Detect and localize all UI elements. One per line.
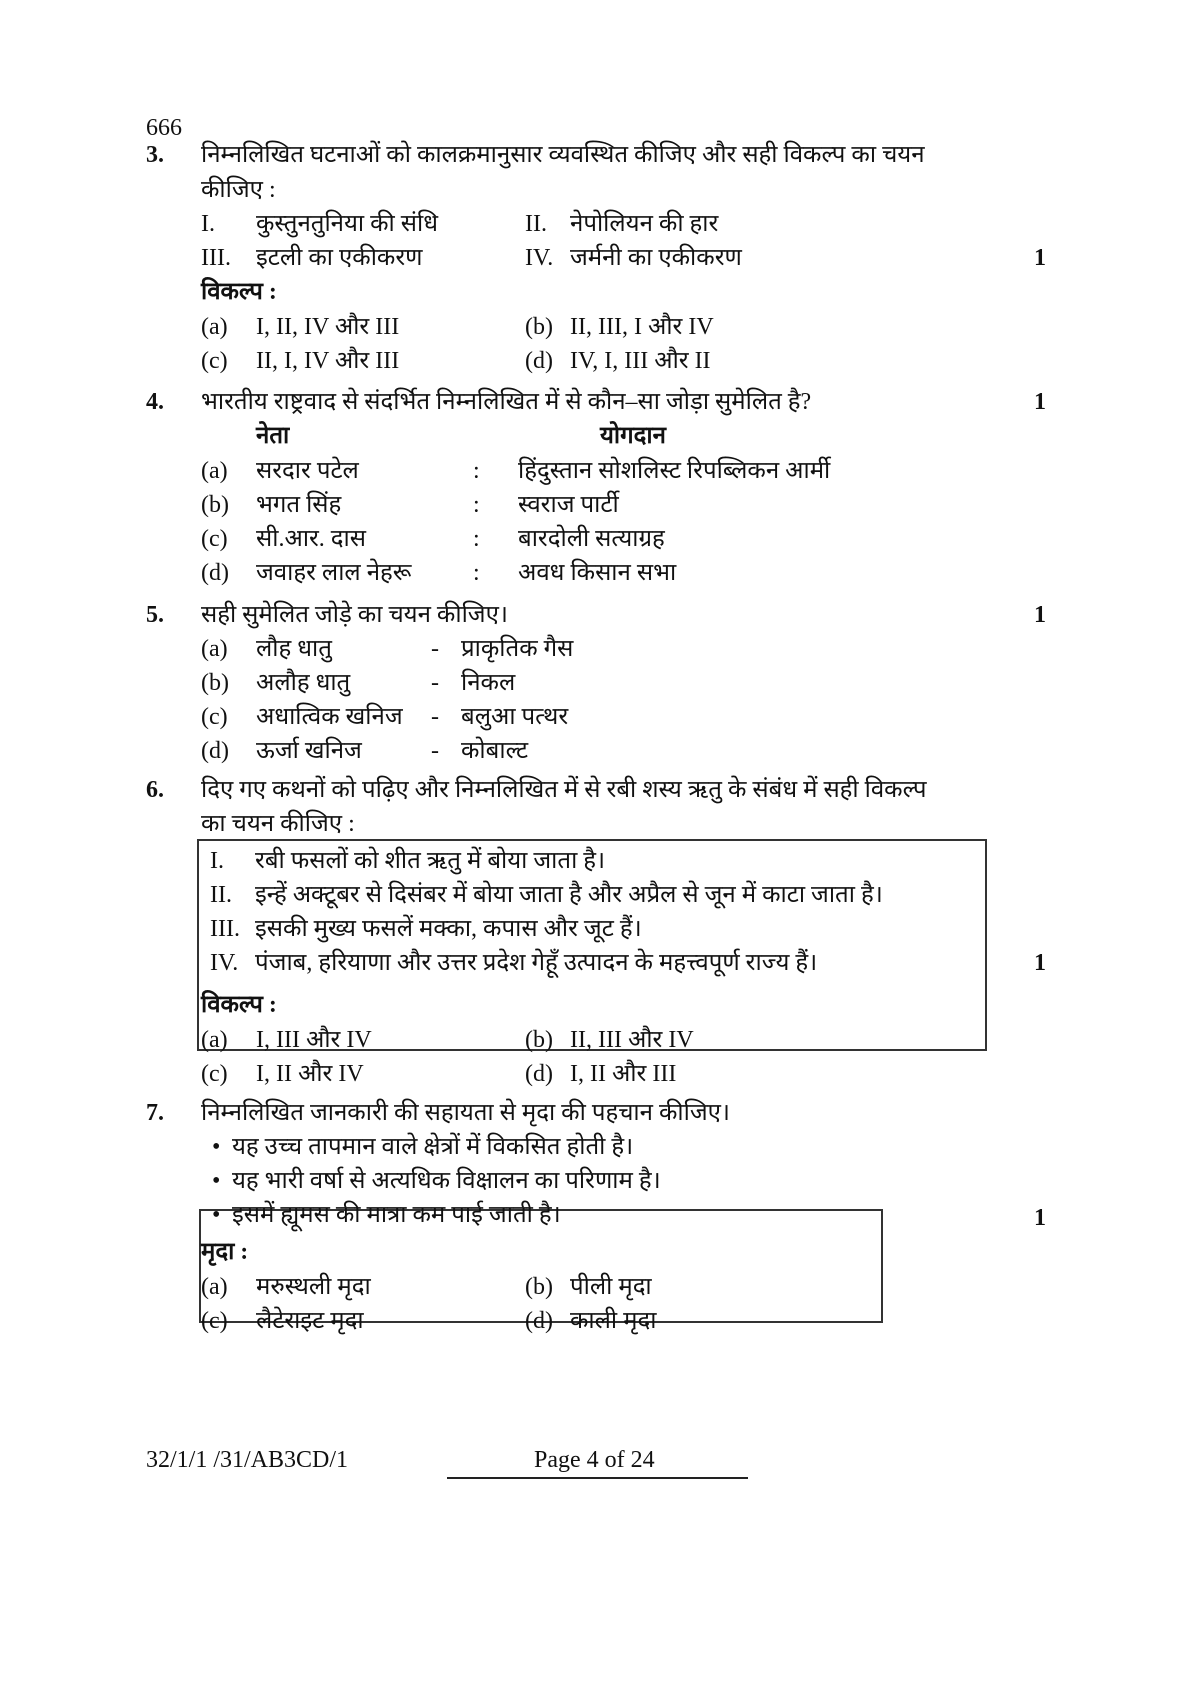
clue-text: यह भारी वर्षा से अत्यधिक विक्षालन का परिणाम है। [232, 1168, 661, 1194]
separator: - [431, 738, 439, 764]
event-label: IV. [525, 245, 554, 271]
footer-underline [447, 1477, 748, 1479]
option-b-right[interactable]: निकल [461, 670, 516, 696]
option-c[interactable]: लैटेराइट मृदा [256, 1308, 364, 1334]
bullet-icon: • [212, 1202, 221, 1228]
option-label: (b) [201, 492, 229, 518]
option-label: (d) [201, 560, 229, 586]
question-text: सही सुमेलित जोड़े का चयन कीजिए। [201, 602, 508, 628]
option-label: (a) [201, 1274, 228, 1300]
question-number: 7. [146, 1100, 164, 1126]
option-d-right[interactable]: कोबाल्ट [461, 738, 529, 764]
page-top-number: 666 [146, 115, 182, 141]
marks: 1 [1034, 602, 1046, 628]
option-label: (a) [201, 1027, 228, 1053]
option-label: (d) [201, 738, 229, 764]
option-c-left[interactable]: सी.आर. दास [256, 526, 366, 552]
option-a[interactable]: मरुस्थली मृदा [256, 1274, 371, 1300]
event-label: II. [525, 211, 547, 237]
question-text: निम्नलिखित घटनाओं को कालक्रमानुसार व्यवस्थित कीजिए और सही विकल्प का चयन [201, 142, 925, 168]
option-d-right[interactable]: अवध किसान सभा [518, 560, 677, 586]
separator: : [473, 526, 480, 552]
statement-text: इसकी मुख्य फसलें मक्का, कपास और जूट हैं। [255, 916, 642, 942]
option-b[interactable]: पीली मृदा [570, 1274, 652, 1300]
option-c-left[interactable]: अधात्विक खनिज [256, 704, 403, 730]
event-text: इटली का एकीकरण [256, 245, 423, 271]
option-a[interactable]: I, III और IV [256, 1027, 372, 1053]
question-text: दिए गए कथनों को पढ़िए और निम्नलिखित में से रबी शस्य ऋतु के संबंध में सही विकल्प [201, 777, 927, 803]
option-label: (c) [201, 1308, 228, 1334]
event-text: कुस्तुनतुनिया की संधि [256, 211, 438, 237]
statement-label: IV. [210, 950, 239, 976]
separator: - [431, 670, 439, 696]
option-b-right[interactable]: स्वराज पार्टी [518, 492, 619, 518]
question-text: निम्नलिखित जानकारी की सहायता से मृदा की पहचान कीजिए। [201, 1100, 731, 1126]
option-c[interactable]: I, II और IV [256, 1061, 364, 1087]
option-label: (d) [525, 1308, 553, 1334]
statement-label: II. [210, 882, 232, 908]
option-label: (b) [201, 670, 229, 696]
option-b-left[interactable]: अलौह धातु [256, 670, 351, 696]
option-label: (a) [201, 314, 228, 340]
separator: : [473, 458, 480, 484]
option-b-left[interactable]: भगत सिंह [256, 492, 342, 518]
option-label: (c) [201, 704, 228, 730]
statement-text: पंजाब, हरियाणा और उत्तर प्रदेश गेहूँ उत्पादन के महत्त्वपूर्ण राज्य हैं। [255, 950, 818, 976]
marks: 1 [1034, 950, 1046, 976]
bullet-icon: • [212, 1168, 221, 1194]
paper-code: 32/1/1 /31/AB3CD/1 [146, 1447, 349, 1473]
option-label: (b) [525, 314, 553, 340]
statement-label: III. [210, 916, 240, 942]
bullet-icon: • [212, 1134, 221, 1160]
option-d-left[interactable]: ऊर्जा खनिज [256, 738, 362, 764]
option-b[interactable]: II, III और IV [570, 1027, 694, 1053]
option-d[interactable]: I, II और III [570, 1061, 677, 1087]
event-label: III. [201, 245, 231, 271]
option-a-left[interactable]: सरदार पटेल [256, 458, 359, 484]
option-a-right[interactable]: प्राकृतिक गैस [461, 636, 574, 662]
option-label: (b) [525, 1027, 553, 1053]
option-c-right[interactable]: बारदोली सत्याग्रह [518, 526, 665, 552]
option-d-left[interactable]: जवाहर लाल नेहरू [256, 560, 412, 586]
options-heading: विकल्प : [201, 992, 277, 1018]
event-label: I. [201, 211, 215, 237]
event-text: नेपोलियन की हार [570, 211, 719, 237]
clue-text: इसमें ह्यूमस की मात्रा कम पाई जाती है। [232, 1202, 561, 1228]
option-c-right[interactable]: बलुआ पत्थर [461, 704, 569, 730]
option-label: (d) [525, 1061, 553, 1087]
option-label: (b) [525, 1274, 553, 1300]
statement-text: रबी फसलों को शीत ऋतु में बोया जाता है। [255, 848, 606, 874]
question-text-cont: कीजिए : [201, 177, 276, 203]
event-text: जर्मनी का एकीकरण [570, 245, 742, 271]
question-number: 4. [146, 389, 164, 415]
column-heading-leader: नेता [256, 423, 290, 449]
separator: - [431, 704, 439, 730]
page-indicator: Page 4 of 24 [534, 1447, 655, 1473]
option-label: (d) [525, 348, 553, 374]
separator: - [431, 636, 439, 662]
option-label: (a) [201, 636, 228, 662]
marks: 1 [1034, 389, 1046, 415]
option-label: (c) [201, 1061, 228, 1087]
option-label: (c) [201, 348, 228, 374]
option-b[interactable]: II, III, I और IV [570, 314, 714, 340]
question-text-cont: का चयन कीजिए : [201, 811, 355, 837]
question-number: 6. [146, 777, 164, 803]
separator: : [473, 560, 480, 586]
separator: : [473, 492, 480, 518]
option-c[interactable]: II, I, IV और III [256, 348, 400, 374]
options-heading: विकल्प : [201, 279, 277, 305]
column-heading-contribution: योगदान [600, 423, 666, 449]
options-heading: मृदा : [201, 1239, 249, 1265]
option-a-right[interactable]: हिंदुस्तान सोशलिस्ट रिपब्लिकन आर्मी [518, 458, 831, 484]
question-text: भारतीय राष्ट्रवाद से संदर्भित निम्नलिखित में से कौन–सा जोड़ा सुमेलित है? [201, 389, 812, 415]
option-d[interactable]: IV, I, III और II [570, 348, 711, 374]
marks: 1 [1034, 245, 1046, 271]
option-label: (c) [201, 526, 228, 552]
option-d[interactable]: काली मृदा [570, 1308, 657, 1334]
statement-text: इन्हें अक्टूबर से दिसंबर में बोया जाता है और अप्रैल से जून में काटा जाता है। [255, 882, 883, 908]
option-a[interactable]: I, II, IV और III [256, 314, 400, 340]
option-a-left[interactable]: लौह धातु [256, 636, 332, 662]
clue-text: यह उच्च तापमान वाले क्षेत्रों में विकसित होती है। [232, 1134, 634, 1160]
question-number: 3. [146, 142, 164, 168]
statement-label: I. [210, 848, 224, 874]
option-label: (a) [201, 458, 228, 484]
question-number: 5. [146, 602, 164, 628]
marks: 1 [1034, 1205, 1046, 1231]
